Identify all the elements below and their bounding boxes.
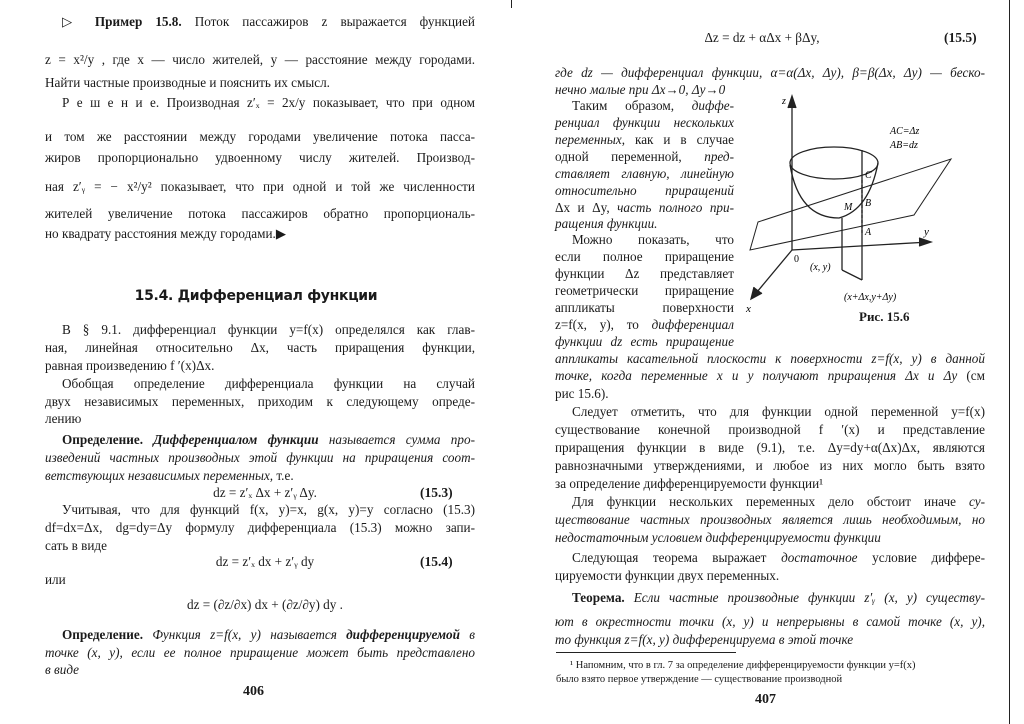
y-axis [792, 242, 929, 250]
text-segment: Δx и Δy, [555, 200, 618, 215]
text-segment: геометрически приращение [555, 283, 734, 298]
text-segment: достаточное [781, 550, 858, 565]
figure-15-6 [744, 90, 1014, 315]
text-line [555, 249, 734, 265]
footnote-line: было взято первое утверждение — существование производной [556, 674, 843, 685]
text-segment: относительно приращений [555, 183, 734, 198]
text-line [555, 351, 985, 367]
text-line [555, 115, 734, 131]
text-segment: равнозначными утверждениями, и любое из них могло быть взято [555, 458, 985, 473]
text-segment: жителей увеличение потока пассажиров обратно пропорциональ- [45, 206, 475, 221]
equation-number: (15.5) [944, 30, 977, 45]
text-segment: ращения функции. [555, 216, 658, 231]
text-segment: равная произведению f ′(x)Δx. [45, 358, 215, 373]
text-line [62, 14, 475, 30]
text-segment: Функция z=f(x, y) называется [152, 627, 347, 642]
z-arrow [788, 96, 796, 108]
text-segment: ставляет главную, линейную [555, 166, 734, 181]
text-line [45, 150, 475, 166]
text-segment: одной переменной, [555, 149, 705, 164]
fig-label-origin: 0 [794, 254, 799, 265]
text-segment: точке (x, y), если ее полное приращение может быть представлено [45, 645, 475, 660]
text-segment: рис 15.6). [555, 386, 609, 401]
text-line [555, 458, 985, 474]
text-segment: (см [966, 368, 985, 383]
fig-label-y: y [924, 226, 929, 238]
text-line [62, 432, 475, 448]
fig-label-x: x [746, 303, 751, 315]
text-segment: диффе- [691, 98, 734, 113]
text-segment: то функция z=f(x, y) дифференцируема в этой точке [555, 632, 854, 647]
fig-label-b: B [865, 198, 872, 209]
text-segment: ▷ [62, 14, 95, 29]
text-segment: т.е. [276, 468, 294, 483]
fig-label-xy: (x, y) [810, 262, 831, 273]
text-line [62, 502, 475, 518]
text-line [555, 568, 815, 584]
text-line [45, 206, 475, 222]
text-line [555, 200, 734, 216]
page-number: 407 [755, 692, 776, 707]
text-line [45, 358, 245, 374]
fig-label-z: z [782, 96, 786, 107]
text-segment: , как и в случае [621, 132, 734, 147]
text-segment: условие диффере- [857, 550, 986, 565]
text-line [45, 52, 475, 68]
text-line [45, 179, 475, 195]
text-line [555, 266, 734, 282]
text-line [555, 65, 985, 81]
text-segment: сать в виде [45, 538, 107, 553]
text-segment: ветствующих независимых переменных, [45, 468, 277, 483]
text-segment: Следующая теорема выражает [572, 550, 782, 565]
text-segment: ществование частных производных является лишь необходимым, но [555, 512, 985, 527]
text-segment: двух независимых переменных, приходим к следующему опреде- [45, 394, 475, 409]
text-line [45, 75, 345, 91]
text-segment: приращения функции в виде (9.1), т.е. Δy=dy+α(Δx)Δx, являются [555, 440, 985, 455]
gutter-mark [511, 0, 512, 8]
figure-caption: Рис. 15.6 [859, 309, 910, 324]
text-segment: ная, линейная относительно Δx, часть приращения функции, [45, 340, 475, 355]
text-segment: Если частные производные функции z′ᵧ (x, y) существу- [633, 590, 985, 605]
text-line [45, 394, 475, 410]
text-line [572, 232, 734, 248]
text-line [45, 340, 475, 356]
fig-label-c: C [865, 170, 872, 181]
text-segment: Дифференциалом функции [153, 432, 319, 447]
text-segment: и том же расстоянии между городами увеличение потока пасса- [45, 129, 475, 144]
text-line [45, 450, 475, 466]
text-segment: если полное приращение [555, 249, 734, 264]
text-segment: пред- [704, 149, 734, 164]
text-segment: часть полного при- [617, 200, 734, 215]
text-segment: Поток пассажиров z выражается функцией [181, 14, 475, 29]
text-segment: но квадрату расстояния между городами.▶ [45, 226, 286, 241]
text-segment: z=f(x, y), то [555, 317, 652, 332]
text-segment: или [45, 572, 66, 587]
text-line [555, 614, 985, 630]
right-page [512, 0, 1024, 724]
y-arrow [919, 238, 931, 246]
text-line [555, 530, 885, 546]
text-segment: аппликаты касательной плоскости к поверхности z=f(x, y) в данной [555, 351, 985, 366]
text-line [555, 512, 985, 528]
text-segment: Р е ш е н и е. Производная z′ₓ = 2x/y показывает, что при одном [62, 95, 475, 110]
text-segment: переменных [555, 132, 622, 147]
text-line [45, 520, 475, 536]
text-line [555, 632, 885, 648]
text-line [555, 300, 734, 316]
equation-15-5: Δz = dz + αΔx + βΔy, [704, 30, 820, 45]
text-line [555, 386, 655, 402]
text-segment: лению [45, 411, 82, 426]
text-segment: z = x²/y , где x — число жителей, y — расстояние между городами. [45, 52, 475, 67]
text-line [555, 440, 985, 456]
fig-label-a: A [865, 227, 872, 238]
text-segment: в [459, 627, 475, 642]
text-line [555, 476, 885, 492]
section-heading: 15.4. Дифференциал функции [134, 288, 378, 304]
text-line [45, 645, 475, 661]
text-segment: df=dx=Δx, dg=dy=Δy формулу дифференциала (15.3) можно запи- [45, 520, 475, 535]
fig-label-xdy: (x+Δx,y+Δy) [844, 292, 897, 303]
text-segment: Найти частные производные и пояснить их смысл. [45, 75, 330, 90]
text-segment: где dz — дифференциал функции, α=α(Δx, Δy), β=β(Δx, Δy) — беско- [555, 65, 985, 80]
text-segment: функции dz есть приращение [555, 334, 734, 349]
text-line [572, 550, 985, 566]
text-segment: су- [968, 494, 985, 509]
footnote-rule [556, 652, 736, 653]
text-segment: Теорема. [572, 590, 634, 605]
text-segment: функции Δz представляет [555, 266, 734, 281]
text-segment: В § 9.1. дифференциал функции y=f(x) определялся как глав- [62, 322, 475, 337]
equation-15-4: dz = z′ₓ dx + z′ᵧ dy [215, 554, 315, 569]
text-line [555, 422, 985, 438]
text-segment: существование конечной производной f ′(x) и представление [555, 422, 985, 437]
page-number: 406 [243, 684, 264, 699]
text-line [45, 662, 145, 678]
text-segment: Определение. [62, 627, 153, 642]
text-line [555, 216, 705, 232]
text-line [555, 283, 734, 299]
text-line [555, 368, 985, 384]
text-line [45, 572, 95, 588]
text-line [45, 538, 195, 554]
text-segment: Следует отметить, что для функции одной переменной y=f(x) [572, 404, 985, 419]
text-segment: ная z′ᵧ = − x²/y² показывает, что при одной и той же численности [45, 179, 475, 194]
text-line [45, 411, 145, 427]
text-line [555, 149, 734, 165]
text-segment: Обобщая определение дифференциала функции на случай [62, 376, 475, 391]
text-line [572, 590, 985, 606]
text-line [555, 183, 734, 199]
text-segment: дифференцируемой [346, 627, 460, 642]
text-line [62, 322, 475, 338]
text-segment: ют в окрестности точки (x, y) и непрерывны в самой точке (x, y), [555, 614, 985, 629]
text-segment: Можно показать, что [572, 232, 734, 247]
text-segment: Пример 15.8. [94, 14, 182, 29]
equation-15-3: dz = z′ₓ Δx + z′ᵧ Δy. [213, 485, 317, 500]
text-segment: изведений частных производных этой функции на приращения соот- [45, 450, 475, 465]
text-segment: Учитывая, что для функций f(x, y)=x, g(x, y)=y согласно (15.3) [62, 502, 475, 517]
text-line [555, 317, 734, 333]
text-segment: нечно малые при Δx→0, Δy→0 [555, 82, 726, 97]
text-segment: цируемости функции двух переменных. [555, 568, 780, 583]
text-line [62, 95, 475, 111]
equation-number: (15.4) [420, 554, 453, 569]
text-segment: аппликаты поверхности [555, 300, 734, 315]
equation-number: (15.3) [420, 485, 453, 500]
fig-label-ac: AC=Δz [890, 126, 920, 137]
base-projection [842, 270, 862, 280]
text-segment: точке, когда переменные x и y получают приращения Δx и Δy [555, 368, 967, 383]
fig-label-ab: AB=dz [890, 140, 918, 151]
text-segment: Для функции нескольких переменных дело обстоит иначе [572, 494, 969, 509]
text-segment: ренциал функции нескольких [555, 115, 734, 130]
text-line [62, 376, 475, 392]
equation-partial: dz = (∂z/∂x) dx + (∂z/∂y) dy . [187, 597, 343, 612]
text-line [45, 129, 475, 145]
text-segment: в виде [45, 662, 80, 677]
text-line [555, 166, 734, 182]
footnote-line: ¹ Напомним, что в гл. 7 за определение дифференцируемости функции y=f(x) [570, 660, 916, 671]
fig-label-m: M [844, 202, 853, 213]
text-line [555, 82, 755, 98]
page-edge [1009, 0, 1010, 724]
text-segment: Таким образом, [572, 98, 692, 113]
text-segment: жиров пропорционально удвоенному числу жителей. Производ- [45, 150, 475, 165]
text-line [45, 468, 345, 484]
text-line [572, 404, 985, 420]
text-line [555, 334, 734, 350]
text-segment: дифференциал [651, 317, 734, 332]
text-line [555, 132, 734, 148]
text-line [572, 494, 985, 510]
text-segment: недостаточным условием дифференцируемости функции [555, 530, 881, 545]
text-segment: за определение дифференцируемости функции¹ [555, 476, 824, 491]
text-line [572, 98, 734, 114]
text-line [45, 226, 305, 242]
text-segment: Определение. [62, 432, 154, 447]
text-segment: называется сумма про- [318, 432, 475, 447]
text-line [62, 627, 475, 643]
